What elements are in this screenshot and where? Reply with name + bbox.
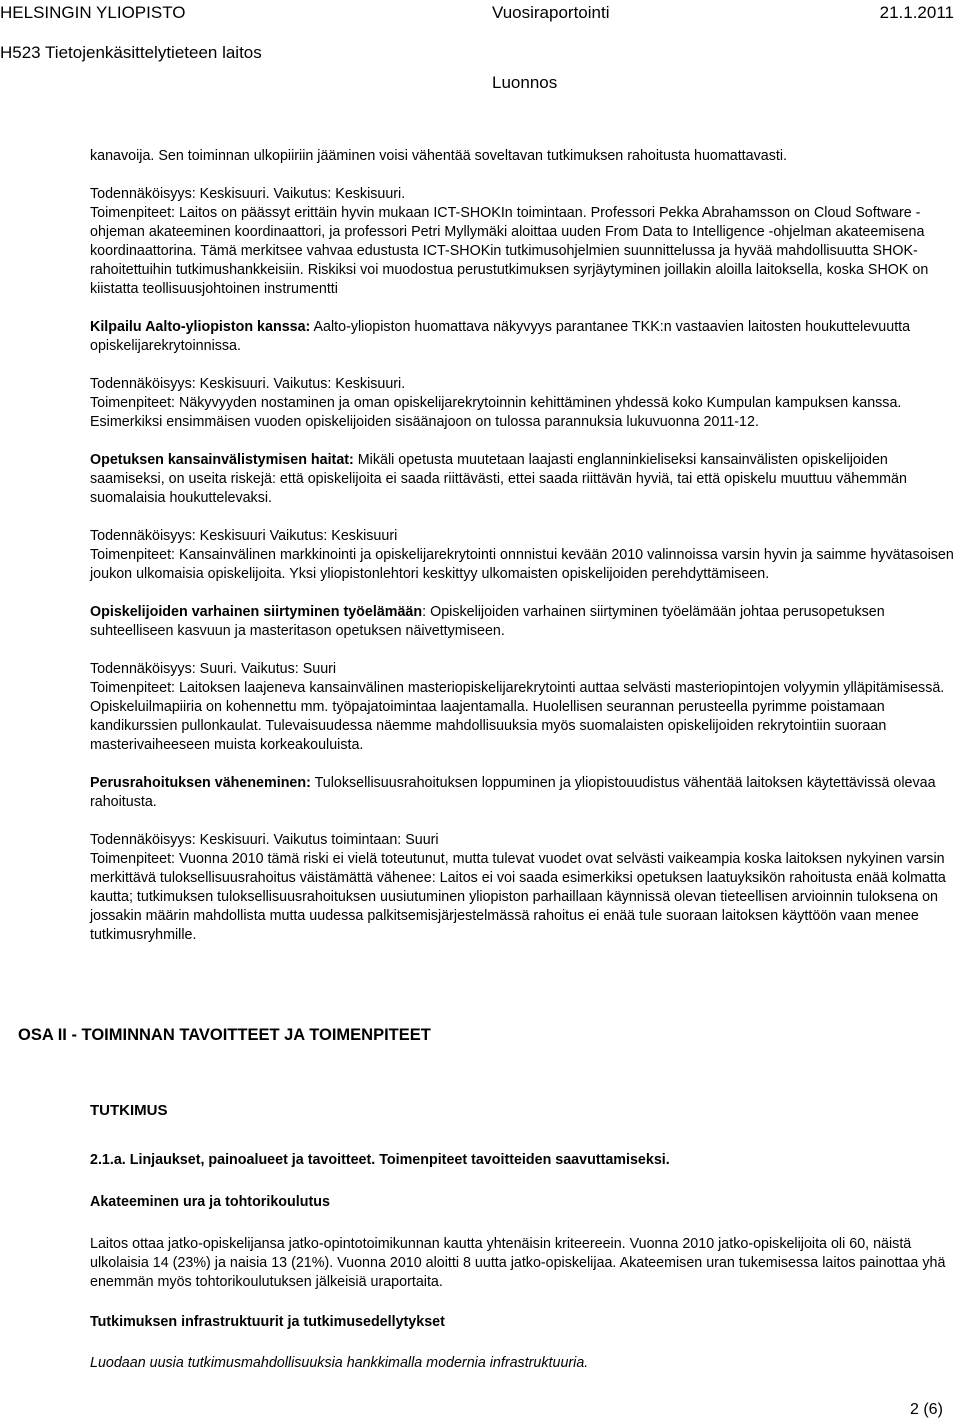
research-title: TUTKIMUS	[90, 1102, 168, 1119]
paragraph: Toimenpiteet: Kansainvälinen markkinointi ja opiskelijarekrytointi onnnistui kevään 2010 valinnoissa varsin hyvin ja saimme hyvätasoisen joukon ulkomaisia opiskelijoita. Yksi yliopistonlehtori keskittyy ulkomaisten opiskelijoiden perehdyttämiseen.	[90, 547, 954, 582]
likelihood-impact: Todennäköisyys: Keskisuuri Vaikutus: Keskisuuri	[90, 528, 398, 544]
risk-heading: Kilpailu Aalto-yliopiston kanssa:	[90, 319, 311, 335]
risk-heading: Perusrahoituksen väheneminen:	[90, 775, 311, 791]
likelihood-impact: Todennäköisyys: Suuri. Vaikutus: Suuri	[90, 661, 337, 677]
paragraph: Toimenpiteet: Laitoksen laajeneva kansainvälinen masteriopiskelijarekrytointi auttaa selvästi masteriopintojen volyymin ylläpitämisessä. Opiskeluilmapiiria on kohennettu mm. työpajatoimintaa laajentamalla. Huolellisen seurannan perusteella pyrimme poistamaan kandikurssien pullonkaulat. Tulevaisuudessa näemme mahdollisuuksia myös suomalaisten opiskelijoiden rekrytointiin suoraan masterivaiheeseen muista korkeakouluista.	[90, 680, 945, 753]
risk-description: Aalto-yliopiston huomattava näkyvyys parantanee TKK:n vastaavien laitosten houkuttelevuutta opiskelijarekrytoinnissa.	[90, 319, 911, 354]
career-heading: Akateeminen ura ja tohtorikoulutus	[90, 1194, 330, 1210]
header-organization: HELSINGIN YLIOPISTO	[0, 3, 186, 22]
header-status: Luonnos	[492, 73, 558, 92]
risk-description: : Opiskelijoiden varhainen siirtyminen työelämään johtaa perusopetuksen suhteelliseen kasvuun ja masteritason opetuksen näivettymiseen.	[90, 604, 885, 639]
likelihood-impact: Todennäköisyys: Keskisuuri. Vaikutus toimintaan: Suuri	[90, 832, 439, 848]
likelihood-impact: Todennäköisyys: Keskisuuri. Vaikutus: Keskisuuri.	[90, 376, 406, 392]
risk-item	[90, 451, 958, 508]
infra-heading: Tutkimuksen infrastruktuurit ja tutkimusedellytykset	[90, 1314, 445, 1330]
research-section	[90, 1101, 958, 1373]
page-header	[0, 0, 960, 28]
risk-heading: Opiskelijoiden varhainen siirtyminen työelämään	[90, 604, 423, 620]
page-number: 2 (6)	[910, 1401, 943, 1418]
risk-item	[90, 318, 958, 356]
header-report-type: Vuosiraportointi	[492, 3, 610, 22]
paragraph: Toimenpiteet: Vuonna 2010 tämä riski ei vielä toteutunut, mutta tulevat vuodet ovat selvästi vaikeampia koska laitoksen nykyinen varsin merkittävä tuloksellisuusrahoitus väistämättä vähenee: Laitos ei voi saada esimerkiksi opetuksen laatuyksikön rahoitusta enää kolmatta kautta; tutkimuksen tuloksellisuusrahoituksen uusiutuminen yliopiston parhaillaan käynnissä olevan tieteellisen arvioinnin tuloksena on jossakin määrin mahdollista mutta uudessa palkitsemisjärjestelmässä rahoitus ei enää tule suoraan laitoksen käyttöön vaan menee tutkimusryhmille.	[90, 851, 946, 943]
paragraph: kanavoija. Sen toiminnan ulkopiiriin jääminen voisi vähentää soveltavan tutkimuksen rahoitusta huomattavasti.	[90, 148, 787, 164]
header-department: H523 Tietojenkäsittelytieteen laitos	[0, 43, 262, 62]
risk-description: Tuloksellisuusrahoituksen loppuminen ja yliopistouudistus vähentää laitoksen käytettävissä olevaa rahoitusta.	[90, 775, 936, 810]
career-text: Laitos ottaa jatko-opiskelijansa jatko-opintotoimikunnan kautta yhtenäisin kriteereein. Vuonna 2010 jatko-opiskelijoita oli 60, näistä ulkolaisia 14 (23%) ja naisia 13 (21%). Vuonna 2010 aloitti 8 uutta jatko-opiskelijaa. Akateemisen uran tukemisessa laitos painottaa yhä enemmän myös tohtorikoulutuksen jälkeisiä uraportaita.	[90, 1236, 946, 1290]
infra-text: Luodaan uusia tutkimusmahdollisuuksia hankkimalla modernia infrastruktuuria.	[90, 1355, 589, 1371]
header-date: 21.1.2011	[879, 3, 954, 22]
risk-description: Mikäli opetusta muutetaan laajasti englanninkieliseksi kansainvälisten opiskelijoiden saamiseksi, on useita riskejä: että opiskelijoita ei saada riittävästi, ettei saada riittävän hyviä, tai että opiskelu muuttuu vähemmän suomalaisia houkuttelevaksi.	[90, 452, 907, 506]
risk-heading: Opetuksen kansainvälistymisen haitat:	[90, 452, 354, 468]
risk-section	[90, 147, 958, 945]
part-title: OSA II - TOIMINNAN TAVOITTEET JA TOIMENPITEET	[18, 1026, 431, 1044]
risk-item	[90, 603, 958, 641]
paragraph: Toimenpiteet: Laitos on päässyt erittäin hyvin mukaan ICT-SHOKIn toimintaan. Professori Pekka Abrahamsson on Cloud Software -ohjeman akateeminen koordinaattori, ja professori Petri Myllymäki aloittaa uuden From Data to Intelligence -ohjelman akateemisena koordinaattorina. Tämä merkitsee vahvaa edustusta ICT-SHOKin tutkimusohjelmien suunnittelussa ja hyvää mahdollisuutta SHOK-rahoitettuihin tutkimushankkeisiin. Riskiksi voi muodostua perustutkimuksen syrjäytyminen joillakin aloilla laitoksella, koska SHOK on kiistatta teollisuusjohtoinen instrumentti	[90, 205, 929, 297]
likelihood-impact: Todennäköisyys: Keskisuuri. Vaikutus: Keskisuuri.	[90, 186, 406, 202]
paragraph: Toimenpiteet: Näkyvyyden nostaminen ja oman opiskelijarekrytoinnin kehittäminen yhdessä koko Kumpulan kampuksen kanssa. Esimerkiksi ensimmäisen vuoden opiskelijoiden sisäänajoon on tulossa parannuksia lukuvuonna 2011-12.	[90, 395, 902, 430]
subsection-title: 2.1.a. Linjaukset, painoalueet ja tavoitteet. Toimenpiteet tavoitteiden saavuttamiseksi.	[90, 1152, 670, 1168]
risk-item	[90, 774, 958, 812]
